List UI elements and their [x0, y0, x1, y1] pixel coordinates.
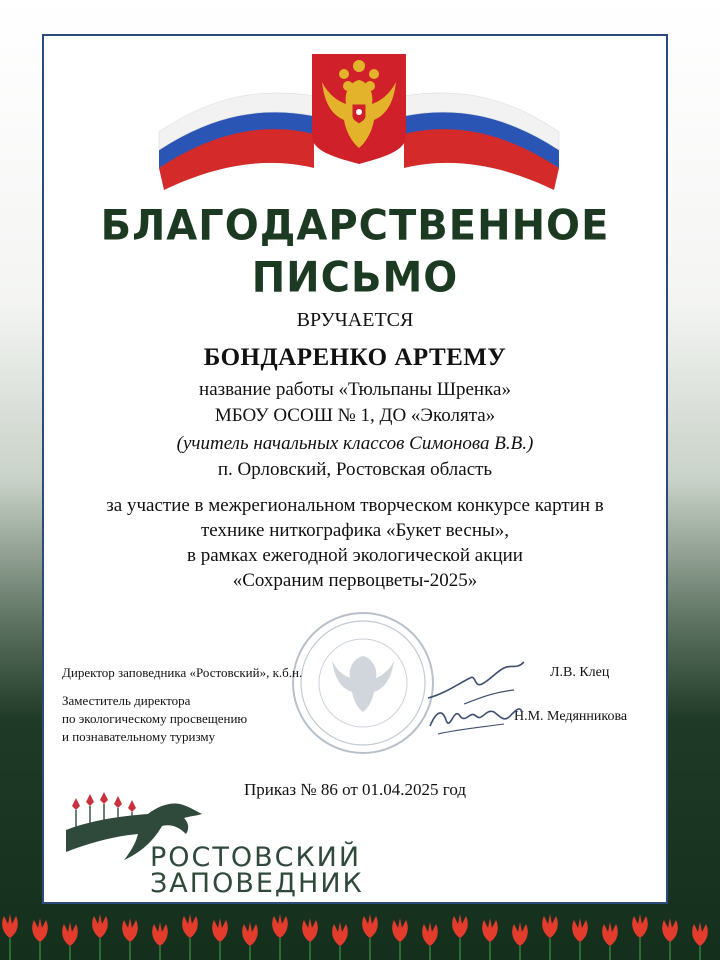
tulip-icon — [122, 918, 138, 942]
official-seal-stamp — [288, 608, 438, 758]
deputy-title-line-1: Заместитель директора — [62, 693, 191, 708]
work-title: название работы «Тюльпаны Шренка» — [199, 379, 511, 400]
tulip-icon — [152, 922, 168, 946]
tulip-icon — [692, 922, 708, 946]
deputy-title-line-2: по экологическому просвещению — [62, 711, 248, 726]
tulip-icon — [422, 922, 438, 946]
document-title-line1: БЛАГОДАРСТВЕННОЕ — [100, 201, 610, 251]
handwritten-signature-2 — [424, 694, 524, 744]
logo-text-line-2: ЗАПОВЕДНИК — [150, 868, 364, 899]
tulip-icon — [332, 922, 348, 946]
tulip-icon — [302, 918, 318, 942]
tulip-icon — [482, 918, 498, 942]
director-name: Л.В. Клец — [550, 665, 610, 680]
tulip-icon — [182, 914, 198, 938]
tulip-icon — [602, 922, 618, 946]
awarded-label: ВРУЧАЕТСЯ — [296, 309, 414, 331]
teacher-line: (учитель начальных классов Симонова В.В.) — [176, 433, 534, 454]
tulip-icon — [512, 922, 528, 946]
logo-text-line-1: РОСТОВСКИЙ — [150, 842, 362, 873]
reason-line-1: за участие в межрегиональном творческом конкурсе картин в — [106, 495, 604, 516]
tulip-icon — [212, 918, 228, 942]
tulip-icon — [92, 914, 108, 938]
deputy-title-line-3: и познавательному туризму — [62, 729, 216, 744]
tulip-icon — [2, 914, 18, 938]
director-title: Директор заповедника «Ростовский», к.б.н. — [62, 665, 303, 680]
tulip-icon — [32, 918, 48, 942]
deputy-name: Н.М. Медянникова — [514, 709, 628, 724]
tulip-icon — [542, 914, 558, 938]
tulip-icon — [662, 918, 678, 942]
tulip-border-icon — [0, 900, 720, 960]
russian-coat-of-arms-icon — [310, 52, 408, 166]
reason-line-3: в рамках ежегодной экологической акции — [187, 545, 523, 566]
location-line: п. Орловский, Ростовская область — [217, 459, 493, 480]
tulip-icon — [392, 918, 408, 942]
tulip-icon — [452, 914, 468, 938]
document-title-line2: ПИСЬМО — [251, 253, 459, 303]
school-name: МБОУ ОСОШ № 1, ДО «Эколята» — [214, 405, 496, 426]
tulip-icon — [572, 918, 588, 942]
reason-line-2: технике ниткографика «Букет весны», — [200, 520, 510, 541]
tulip-icon — [362, 914, 378, 938]
tulip-icon — [632, 914, 648, 938]
tulip-icon — [272, 914, 288, 938]
reason-line-4: «Сохраним первоцветы-2025» — [232, 570, 478, 591]
tulip-icon — [242, 922, 258, 946]
order-line: Приказ № 86 от 01.04.2025 год — [243, 780, 467, 799]
recipient-name: БОНДАРЕНКО АРТЕМУ — [203, 344, 507, 371]
certificate-sheet — [42, 34, 668, 904]
tulip-icon — [62, 922, 78, 946]
